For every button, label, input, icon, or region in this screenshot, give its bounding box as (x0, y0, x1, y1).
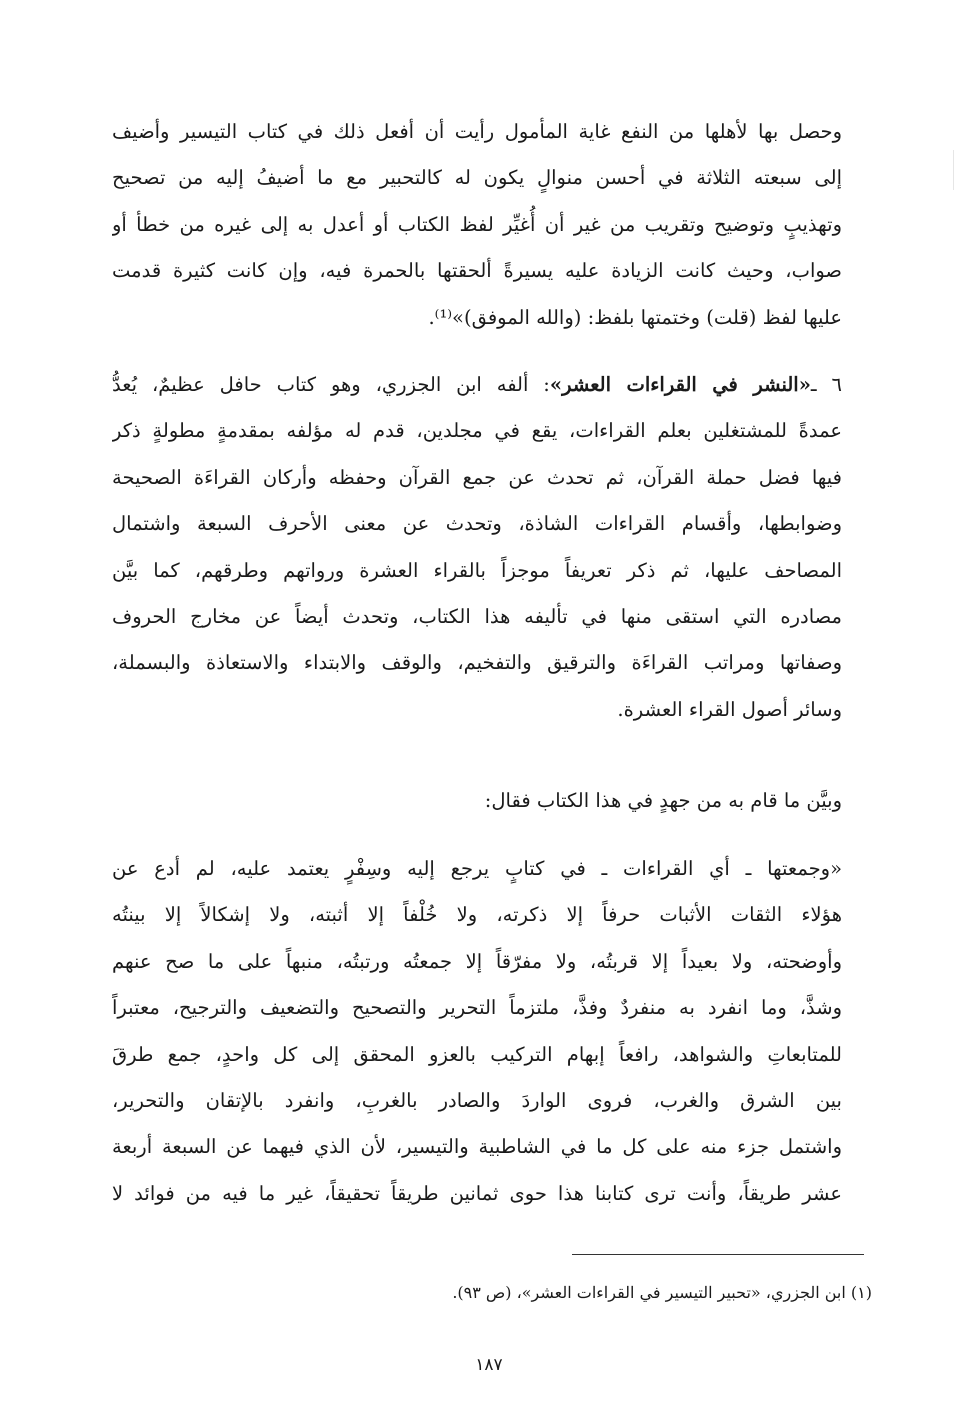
footnote: (١) ابن الجزري، «تحبير التيسير في القراءات العشر»، (ص ٩٣). (452, 1283, 872, 1302)
book-title: «النشر في القراءات العشر» (549, 373, 811, 396)
text-line: فيها فضل حملة القرآن، ثم تحدث عن جمع القرآن وحفظه وأركان القراءَة الصحيحة (112, 465, 842, 489)
heading-line (112, 362, 842, 408)
text-line: وأوضحته، ولا بعيداً إلا قربتُه، ولا مفرّقاً إلا جمعتُه ورتبتُه، منبهاً على ما صح عنهم (112, 949, 842, 973)
text-line: واشتمل جزء منه على كل ما في الشاطبية والتيسير، لأن الذي فيهما عن السبعة أربعة (112, 1135, 842, 1159)
text-line: صواب، وحيث كانت الزيادة عليه يسيرةً ألحقتها بالحمرة فيه، وإن كانت كثيرة قدمت (112, 259, 842, 283)
paragraph-nashr (112, 362, 842, 733)
text-line: مصادره التي استقى منها في تأليفه هذا الكتاب، وتحدث أيضاً عن مخارج الحروف (112, 604, 842, 628)
text-line: وسائر أصول القراء العشرة. (617, 697, 842, 721)
text-line: وضوابطها، وأقسام القراءات الشاذة، وتحدث عن معنى الأحرف السبعة واشتمال (112, 512, 842, 536)
text-line: المصاحف عليها، ثم ذكر تعريفاً موجزاً بالقراء العشرة ورواتهم وطرقهم، كما بيَّن (112, 558, 842, 582)
text-line: للمتابعاتِ والشواهد، رافعاً إبهام التركيب بالعزو المحقق إلى كل واحدٍ، جمع طرقَ (112, 1042, 842, 1066)
text-line: وبيَّن ما قام به من جهدٍ في هذا الكتاب فقال: (484, 789, 842, 812)
footnote-divider (572, 1254, 864, 1255)
paragraph-nashr-quote (112, 846, 842, 1217)
text-line: عشر طريقاً، وأنت ترى كتابنا هذا حوى ثمانين طريقاً تحقيقاً، غير ما فيه من فوائد لا (112, 1181, 842, 1205)
text-line: هؤلاء الثقات الأثبات حرفاً إلا ذكرته، ولا خُلْفاً إلا أثبته، ولا إشكالاً إلا بينتُه (112, 903, 842, 927)
text-line: «وجمعتها ـ أي القراءات ـ في كتابٍ يرجع إليه وسِفْرٍ يعتمد عليه، لم أدع عن (112, 857, 842, 880)
text-line: وتهذيبٍ وتوضيح وتقريب من غير أن أُغيِّر لفظ الكتاب أو أعدل به إلى غيره من خطأ أو (112, 212, 842, 236)
text-line: وحصل بها لأهلها من النفع غاية المأمول رأيت أن أفعل ذلك في كتاب التيسير وأضيف (112, 120, 842, 143)
item-number: ٦ ـ (810, 373, 842, 396)
heading-rest: : ألفه ابن الجزري، وهو كتاب حافل عظيمٌ، يُعدُّ (112, 373, 550, 396)
text-line: إلى سبعته الثلاثة في أحسن منوالٍ يكون له كالتحبير مع ما أضيفُ إليه من تصحيح (112, 166, 842, 190)
paragraph-taysir-quote (112, 109, 842, 341)
text-line: بين الشرق والغرب، فروى الواردَ والصادر بالغربِ، وانفرد بالإتقان والتحرير، (112, 1088, 842, 1112)
margin-mark (953, 150, 954, 190)
paragraph-intro-quote (112, 778, 842, 824)
text-line: عليها لفظ (قلت) وختمتها بلفظ: (والله الموفق)»⁽¹⁾. (428, 305, 842, 329)
text-line: وصفاتها ومراتب القراءَة والترقيق والتفخيم، والوقف والابتداء والاستعاذة والبسملة، (112, 651, 842, 675)
page-number: ١٨٧ (475, 1355, 503, 1375)
text-line: وشذَّ، وما انفرد به منفردٌ وفذَّ، ملتزماً التحرير والتصحيح والتضعيف والترجيح، معتبراً (112, 996, 842, 1020)
text-line: عمدةً للمشتغلين بعلم القراءات، يقع في مجلدين، قدم له مؤلفه بمقدمةٍ مطولةٍ ذكر (112, 419, 842, 443)
